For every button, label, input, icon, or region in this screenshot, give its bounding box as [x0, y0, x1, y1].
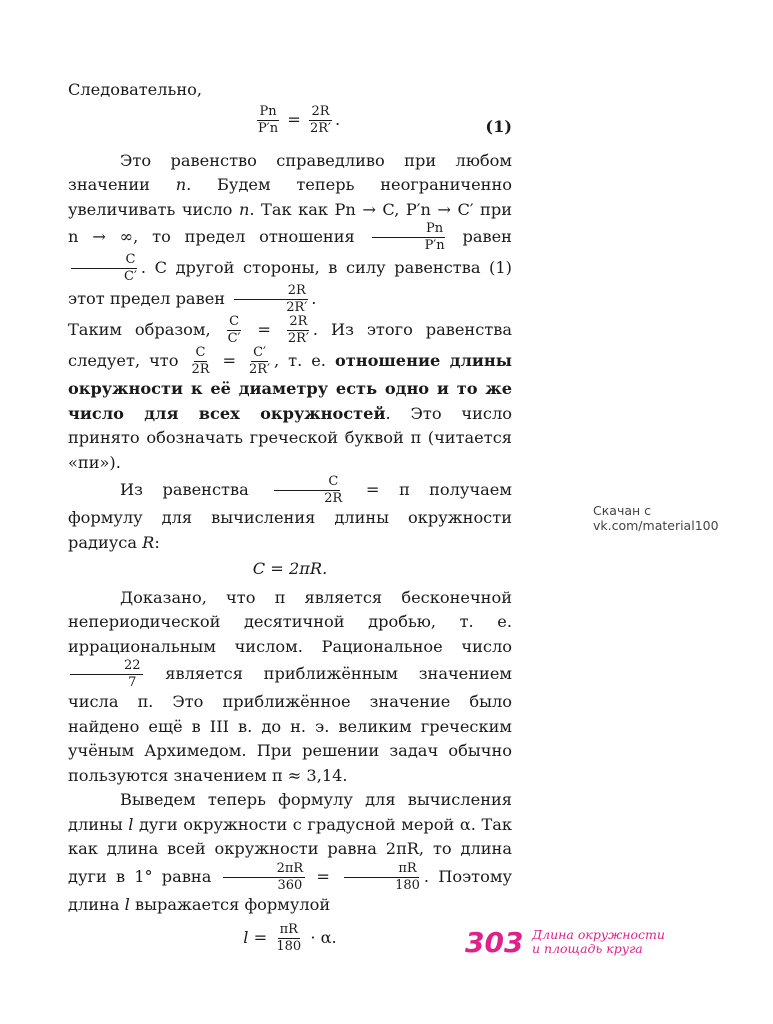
fraction: $\frac{\pi R}{180}$	[341, 862, 422, 893]
fraction: $\frac{2\pi R}{360}$	[223, 862, 306, 893]
fraction: $\frac{2R}{2R'}$	[287, 314, 309, 346]
paragraph-limit: Это равенство справедливо при любом значении n. Будем теперь неограниченно увеличивать число n. Так как Pn → C, P′n → C′ при n → ∞, то предел отношения $\frac{Pn}{P'n}$ равен $\frac{C}{C'}$ . С другой стороны, в силу равенства (1) этот предел равен $\frac{2R}{2R'}$ .	[68, 150, 512, 315]
equation-arc-length: l = $\frac{\pi R}{180}$ · α.	[243, 922, 337, 954]
fraction: $\frac{22}{7}$	[70, 659, 143, 690]
paragraph-formula-intro: Из равенства $\frac{C}{2R}$ = π получаем формулу для вычисления длины окружности радиуса R:	[68, 474, 512, 552]
equation-1: $\frac{Pn}{P'n}$ = $\frac{2R}{2R'}$ . (1)	[68, 103, 512, 149]
fraction-2r-2r-prime: $\frac{2R}{2R'}$	[309, 103, 331, 136]
fraction: $\frac{C'}{2R'}$	[249, 345, 271, 377]
fraction: $\frac{Pn}{P'n}$	[371, 222, 447, 253]
fraction: $\frac{C}{C'}$	[70, 253, 139, 284]
fraction: $\frac{C}{C'}$	[227, 314, 241, 346]
watermark: Скачан с vk.com/material100	[593, 503, 719, 533]
fraction: $\frac{C}{2R}$	[270, 475, 344, 506]
paragraph-ratio: Таким образом, $\frac{C}{C'}$ = $\frac{2R}{2R'}$ . Из этого равенства следует, что $\frac{C}{2R}$ = $\frac{C'}{2R'}$ , т. е. отношение длины окружности к её диаметру есть одно и то же число для всех окружностей. Это число принято обозначать греческой буквой π (читается «пи»).	[68, 314, 513, 472]
chapter-title: Длина окружности и площадь круга	[532, 927, 665, 956]
fraction: $\frac{\pi R}{180}$	[276, 922, 302, 954]
paragraph-pi: Доказано, что π является бесконечной непериодической десятичной дробью, т. е. иррациональным числом. Рациональное число $\frac{22}{7}$ является приближённым значением числа π. Это приближённое значение было найдено ещё в III в. до н. э. великим греческим учёным Архимедом. При решении задач обычно пользуются значением π ≈ 3,14.	[68, 587, 512, 785]
textbook-column	[68, 78, 512, 958]
equation-circumference: C = 2πR.	[252, 559, 328, 578]
page-number: 303	[465, 926, 524, 959]
theorem-statement: отношение длины окружности к её диаметру есть одно и то же число для всех окружностей	[68, 351, 513, 423]
fraction: $\frac{C}{2R}$	[191, 345, 210, 377]
paragraph-intro: Следовательно,	[68, 80, 203, 99]
equation-number: (1)	[485, 116, 512, 136]
paragraph-arc-length: Выведем теперь формулу для вычисления длины l дуги окружности с градусной мерой α. Так как длина всей окружности равна 2πR, то длина дуги в 1° равна $\frac{2\pi R}{360}$ = $\frac{\pi R}{180}$ . Поэтому длина l выражается формулой	[68, 790, 513, 914]
fraction: $\frac{2R}{2R'}$	[232, 284, 309, 315]
fraction-pn-pn-prime: $\frac{Pn}{P'n}$	[258, 103, 279, 136]
